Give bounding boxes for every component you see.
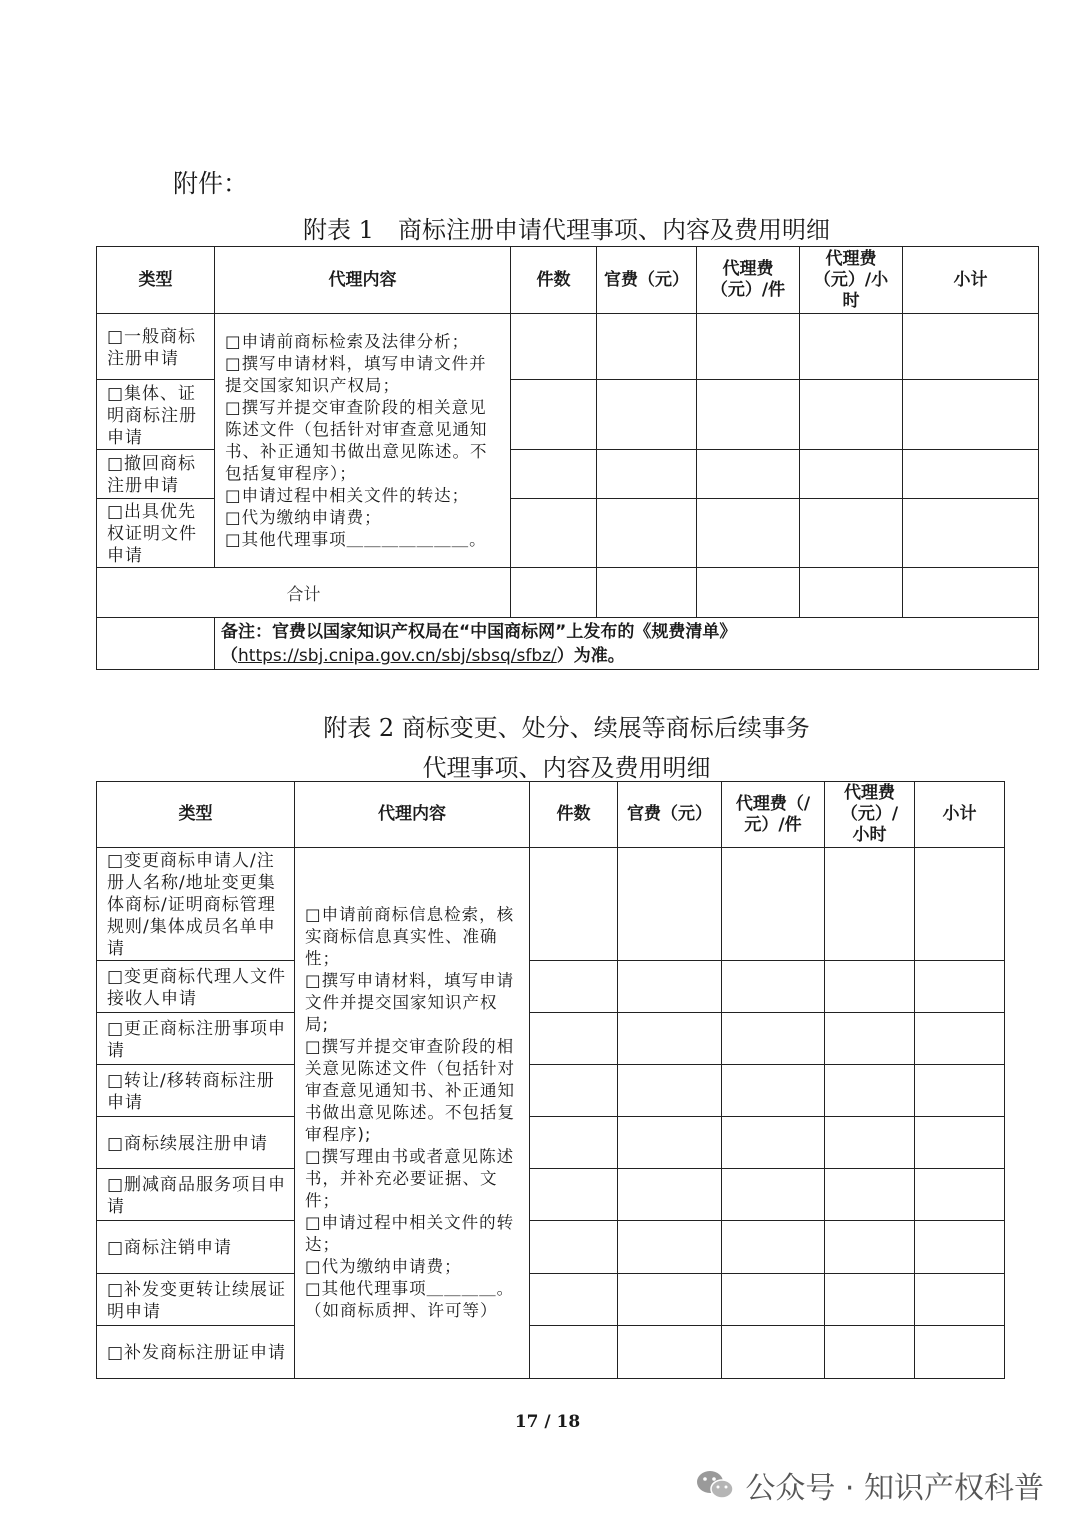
content-line: □撰写申请材料，填写申请文件并提交国家知识产权局； xyxy=(225,353,487,395)
note-link[interactable]: https://sbj.cnipa.gov.cn/sbj/sbsq/sfbz/ xyxy=(238,646,557,666)
header-line: 代理费 xyxy=(844,783,895,803)
count-cell[interactable] xyxy=(530,1274,618,1326)
table-row xyxy=(97,848,1005,961)
official-fee-cell[interactable] xyxy=(618,1169,722,1221)
content-line: □撰写申请材料，填写申请文件并提交国家知识产权局; xyxy=(305,971,515,1034)
header-subtotal: 小计 xyxy=(903,247,1039,314)
page-number: 17 / 18 xyxy=(514,1412,581,1432)
table-row xyxy=(97,1013,1005,1065)
agency-fee-hour-cell[interactable] xyxy=(800,314,903,380)
type-cell: □补发变更转让续展证明申请 xyxy=(97,1274,295,1326)
count-cell[interactable] xyxy=(511,499,597,568)
table-row xyxy=(97,1326,1005,1379)
count-cell[interactable] xyxy=(530,961,618,1013)
count-cell[interactable] xyxy=(530,1326,618,1379)
note-prefix: 备注：官费以国家知识产权局在“中国商标网”上发布的《规费清单》（ xyxy=(221,622,737,666)
agency-fee-hour-cell[interactable] xyxy=(825,1117,915,1169)
agency-fee-piece-cell[interactable] xyxy=(722,1221,825,1274)
official-fee-cell[interactable] xyxy=(618,961,722,1013)
agency-fee-piece-cell[interactable] xyxy=(722,1117,825,1169)
agency-fee-hour-cell[interactable] xyxy=(825,1221,915,1274)
content-line: □申请前商标检索及法律分析； xyxy=(225,331,470,351)
table1-title: 附表 1 商标注册申请代理事项、内容及费用明细 xyxy=(303,216,830,244)
count-cell[interactable] xyxy=(530,1221,618,1274)
note-row xyxy=(97,618,1039,670)
subtotal-cell[interactable] xyxy=(903,499,1039,568)
content-cell xyxy=(295,848,530,1379)
header-subtotal: 小计 xyxy=(915,782,1005,848)
subtotal-cell[interactable] xyxy=(915,1326,1005,1379)
subtotal-cell[interactable] xyxy=(915,1274,1005,1326)
header-count: 件数 xyxy=(511,247,597,314)
type-cell: □变更商标代理人文件接收人申请 xyxy=(97,961,295,1013)
subtotal-cell[interactable] xyxy=(915,1169,1005,1221)
header-official-fee: 官费（元） xyxy=(618,782,722,848)
official-fee-cell[interactable] xyxy=(618,1274,722,1326)
type-cell: □商标注销申请 xyxy=(97,1221,295,1274)
agency-fee-piece-cell[interactable] xyxy=(697,314,800,380)
table-row xyxy=(97,961,1005,1013)
agency-fee-piece-cell[interactable] xyxy=(697,568,800,618)
header-line: 小时 xyxy=(852,825,887,845)
agency-fee-hour-cell[interactable] xyxy=(800,568,903,618)
agency-fee-piece-cell[interactable] xyxy=(697,450,800,499)
content-line: □其他代理事项＿＿＿＿。（如商标质押、许可等） xyxy=(305,1279,515,1320)
total-label: 合计 xyxy=(97,568,511,618)
official-fee-cell[interactable] xyxy=(597,450,697,499)
type-cell: □集体、证明商标注册申请 xyxy=(97,380,215,450)
agency-fee-piece-cell[interactable] xyxy=(722,1013,825,1065)
agency-fee-hour-cell[interactable] xyxy=(800,380,903,450)
header-line: （元）/小 xyxy=(813,269,889,290)
table-row xyxy=(97,1169,1005,1221)
header-content: 代理内容 xyxy=(215,247,511,314)
subtotal-cell[interactable] xyxy=(915,961,1005,1013)
count-cell[interactable] xyxy=(530,1065,618,1117)
agency-fee-hour-cell[interactable] xyxy=(800,499,903,568)
header-agency-fee-hour xyxy=(825,782,915,848)
table2-title-line2: 代理事项、内容及费用明细 xyxy=(422,754,711,782)
watermark xyxy=(695,1463,1044,1507)
count-cell[interactable] xyxy=(511,450,597,499)
header-line: 代理费 xyxy=(825,248,877,269)
type-cell: □更正商标注册事项申请 xyxy=(97,1013,295,1065)
header-type: 类型 xyxy=(97,782,295,848)
content-line: □撰写理由书或者意见陈述书，并补充必要证据、文件； xyxy=(305,1147,515,1210)
type-cell: □一般商标注册申请 xyxy=(97,314,215,380)
type-cell: □变更商标申请人/注册人名称/地址变更集体商标/证明商标管理规则/集体成员名单申请 xyxy=(97,848,295,961)
subtotal-cell[interactable] xyxy=(915,848,1005,961)
header-line: 代理费（/ xyxy=(735,793,811,814)
subtotal-cell[interactable] xyxy=(915,1065,1005,1117)
agency-fee-piece-cell[interactable] xyxy=(722,1326,825,1379)
watermark-text: 公众号 · 知识产权科普 xyxy=(745,1471,1044,1506)
agency-fee-hour-cell[interactable] xyxy=(825,1013,915,1065)
header-count: 件数 xyxy=(530,782,618,848)
agency-fee-piece-cell[interactable] xyxy=(722,1169,825,1221)
content-line: □申请过程中相关文件的转达； xyxy=(225,485,470,505)
table-row xyxy=(97,1117,1005,1169)
subtotal-cell[interactable] xyxy=(915,1013,1005,1065)
subtotal-cell[interactable] xyxy=(915,1117,1005,1169)
official-fee-cell[interactable] xyxy=(597,568,697,618)
official-fee-cell[interactable] xyxy=(597,314,697,380)
agency-fee-hour-cell[interactable] xyxy=(825,1065,915,1117)
table1 xyxy=(96,246,1039,670)
table2 xyxy=(96,781,1005,1379)
header-line: 元）/件 xyxy=(744,814,802,835)
header-line: （元）/件 xyxy=(710,280,786,300)
type-cell: □商标续展注册申请 xyxy=(97,1117,295,1169)
content-line: □撰写并提交审查阶段的相关意见陈述文件（包括针对审查意见通知书、补正通知书做出意见陈述。不包括复审程序）； xyxy=(225,397,488,483)
subtotal-cell[interactable] xyxy=(903,450,1039,499)
header-type: 类型 xyxy=(97,247,215,314)
header-content: 代理内容 xyxy=(295,782,530,848)
count-cell[interactable] xyxy=(530,1013,618,1065)
table1-header-row xyxy=(97,247,1039,314)
note-cell xyxy=(215,618,1039,670)
subtotal-cell[interactable] xyxy=(915,1221,1005,1274)
agency-fee-hour-cell[interactable] xyxy=(825,961,915,1013)
official-fee-cell[interactable] xyxy=(597,499,697,568)
subtotal-cell[interactable] xyxy=(903,380,1039,450)
content-line: □代为缴纳申请费； xyxy=(305,1257,462,1276)
count-cell[interactable] xyxy=(530,1169,618,1221)
type-cell: □出具优先权证明文件申请 xyxy=(97,499,215,568)
note-suffix: ）为准。 xyxy=(556,646,625,666)
table2-header-row xyxy=(97,782,1005,848)
content-line: □代为缴纳申请费； xyxy=(225,507,382,527)
header-line: 代理费 xyxy=(722,259,774,279)
header-line: （元）/ xyxy=(840,804,899,824)
subtotal-cell[interactable] xyxy=(903,314,1039,380)
count-cell[interactable] xyxy=(530,848,618,961)
table-row xyxy=(97,1065,1005,1117)
count-cell[interactable] xyxy=(530,1117,618,1169)
count-cell[interactable] xyxy=(511,314,597,380)
official-fee-cell[interactable] xyxy=(618,1117,722,1169)
header-agency-fee-hour xyxy=(800,247,903,314)
official-fee-cell[interactable] xyxy=(618,1221,722,1274)
content-line: □申请前商标信息检索，核实商标信息真实性、准确性； xyxy=(305,905,515,968)
content-line: □其他代理事项＿＿＿＿＿＿＿。 xyxy=(225,529,487,549)
total-row xyxy=(97,568,1039,618)
agency-fee-piece-cell[interactable] xyxy=(722,1274,825,1326)
agency-fee-hour-cell[interactable] xyxy=(800,450,903,499)
agency-fee-hour-cell[interactable] xyxy=(825,1274,915,1326)
official-fee-cell[interactable] xyxy=(618,1065,722,1117)
table-row xyxy=(97,314,1039,380)
table-row xyxy=(97,1274,1005,1326)
agency-fee-piece-cell[interactable] xyxy=(722,961,825,1013)
header-agency-fee-piece xyxy=(722,782,825,848)
content-cell xyxy=(215,314,511,568)
note-spacer xyxy=(97,618,215,670)
content-line: □申请过程中相关文件的转达； xyxy=(305,1213,515,1254)
attachment-label: 附件： xyxy=(173,169,249,198)
agency-fee-hour-cell[interactable] xyxy=(825,848,915,961)
agency-fee-piece-cell[interactable] xyxy=(722,1065,825,1117)
header-agency-fee-piece xyxy=(697,247,800,314)
content-line: □撰写并提交审查阶段的相关意见陈述文件（包括针对审查意见通知书、补正通知书做出意见陈述。不包括复审程序); xyxy=(305,1037,515,1144)
count-cell[interactable] xyxy=(511,568,597,618)
agency-fee-piece-cell[interactable] xyxy=(697,380,800,450)
header-line: 时 xyxy=(842,290,860,311)
subtotal-cell[interactable] xyxy=(903,568,1039,618)
agency-fee-hour-cell[interactable] xyxy=(825,1169,915,1221)
agency-fee-piece-cell[interactable] xyxy=(697,499,800,568)
agency-fee-piece-cell[interactable] xyxy=(722,848,825,961)
official-fee-cell[interactable] xyxy=(618,1326,722,1379)
official-fee-cell[interactable] xyxy=(618,1013,722,1065)
count-cell[interactable] xyxy=(511,380,597,450)
type-cell: □转让/移转商标注册申请 xyxy=(97,1065,295,1117)
wechat-icon xyxy=(695,1468,735,1502)
agency-fee-hour-cell[interactable] xyxy=(825,1326,915,1379)
table2-title-line1: 附表 2 商标变更、处分、续展等商标后续事务 xyxy=(323,714,810,742)
type-cell: □补发商标注册证申请 xyxy=(97,1326,295,1379)
type-cell: □删减商品服务项目申请 xyxy=(97,1169,295,1221)
table-row xyxy=(97,1221,1005,1274)
official-fee-cell[interactable] xyxy=(597,380,697,450)
header-official-fee: 官费（元） xyxy=(597,247,697,314)
official-fee-cell[interactable] xyxy=(618,848,722,961)
type-cell: □撤回商标注册申请 xyxy=(97,450,215,499)
